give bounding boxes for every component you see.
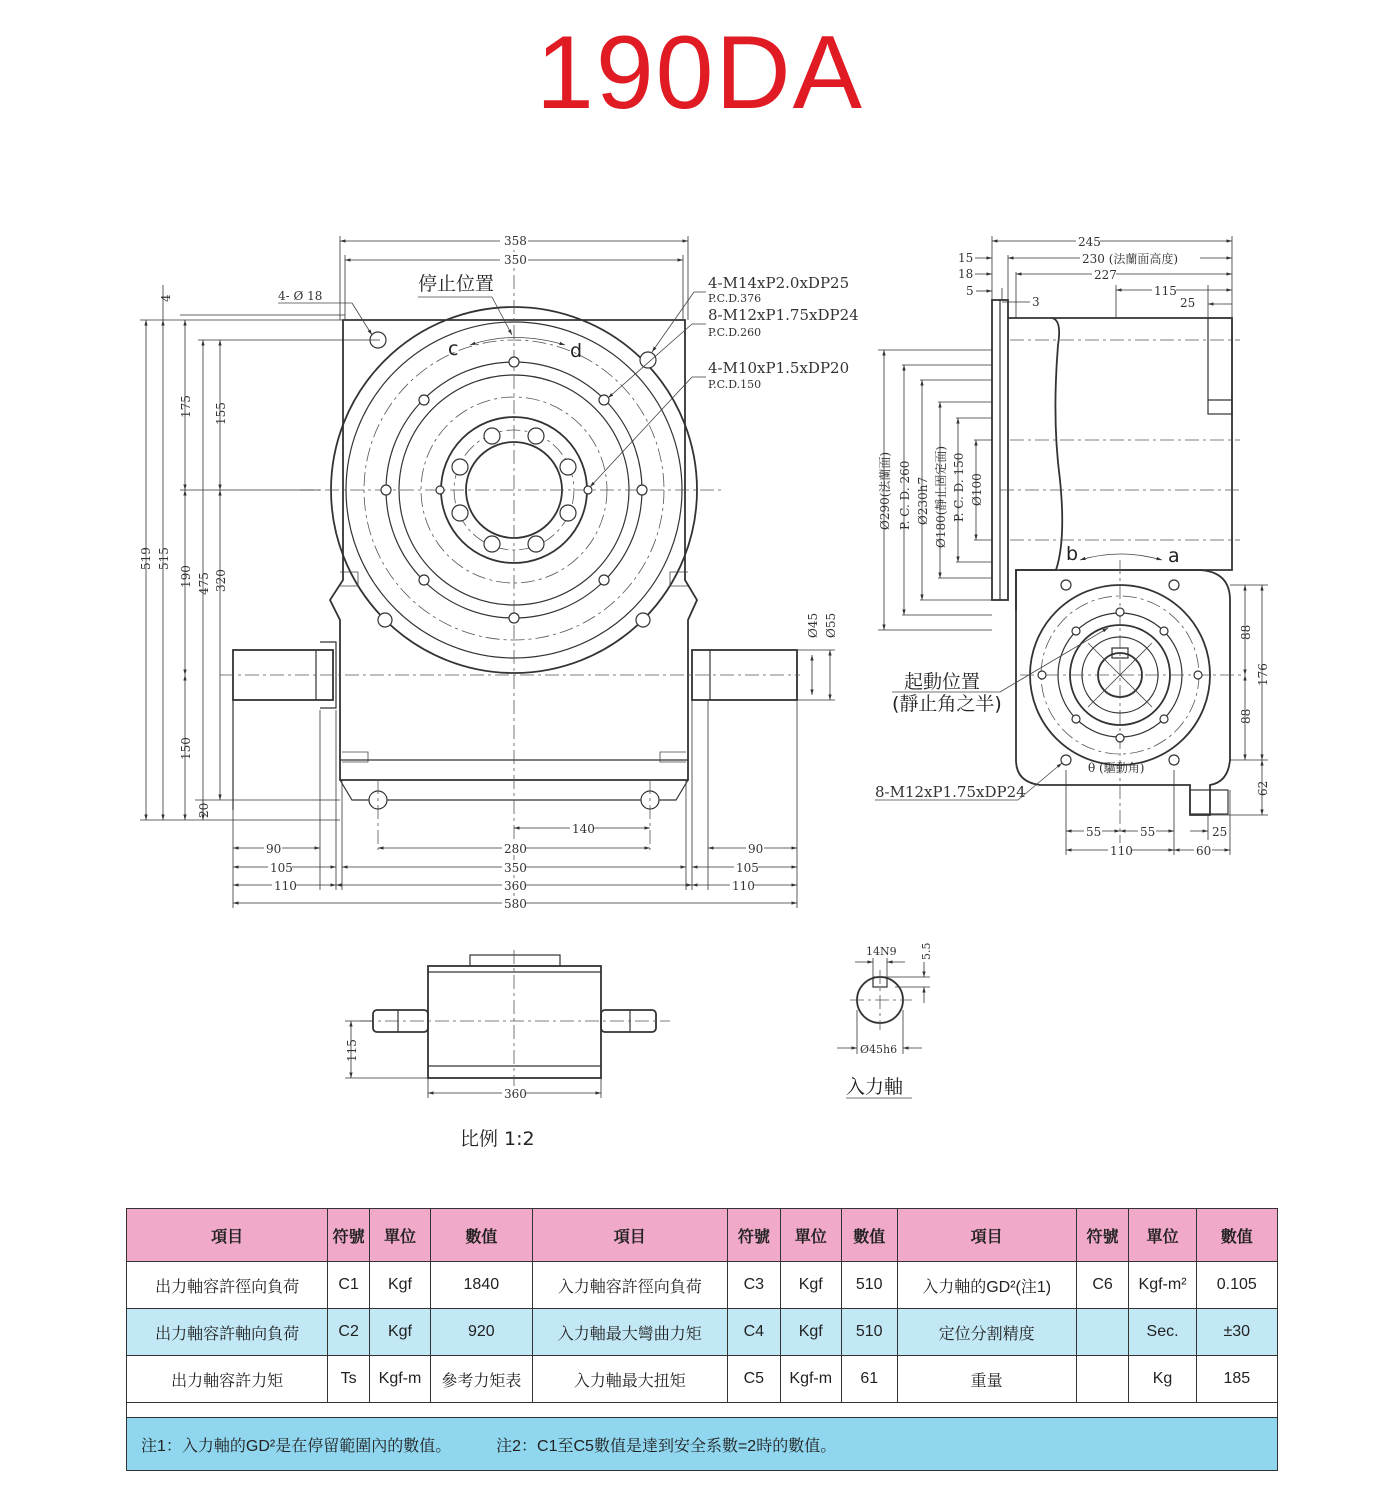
dim-pcd260: P. C. D. 260	[898, 460, 912, 530]
table-cell: 入力軸的GD²(注1)	[897, 1262, 1076, 1309]
dim-left-105: 105	[270, 861, 293, 875]
table-cell: 920	[431, 1309, 533, 1356]
dim-475: 475	[197, 572, 211, 595]
callout-m12-pcd: P.C.D.260	[708, 326, 762, 339]
table-notes-row	[127, 1418, 1278, 1471]
callout-m12-side: 8-M12xP1.75xDP24	[875, 783, 1026, 801]
table-cell: 1840	[431, 1262, 533, 1309]
header-unit-1: 單位	[370, 1209, 431, 1262]
drive-angle-label: θ (驅動角)	[1088, 761, 1145, 775]
header-symbol-2: 符號	[727, 1209, 780, 1262]
bottom-view	[345, 950, 670, 1101]
dim-360-bottom: 360	[504, 1087, 527, 1101]
table-cell: Ts	[328, 1356, 370, 1403]
table-cell: C3	[727, 1262, 780, 1309]
dim-110-side: 110	[1110, 844, 1133, 858]
table-cell: ±30	[1196, 1309, 1277, 1356]
table-cell: 定位分割精度	[897, 1309, 1076, 1356]
dim-515: 515	[157, 547, 171, 570]
hole-4-d18-label: 4- Ø 18	[278, 289, 323, 303]
header-unit-2: 單位	[780, 1209, 841, 1262]
stop-position-label: 停止位置	[418, 273, 495, 295]
table-cell: 0.105	[1196, 1262, 1277, 1309]
table-cell: 510	[841, 1309, 897, 1356]
dim-176: 176	[1256, 663, 1270, 686]
header-unit-3: 單位	[1129, 1209, 1196, 1262]
dim-3: 3	[1032, 295, 1040, 309]
table-cell	[1076, 1356, 1129, 1403]
dim-155: 155	[214, 402, 228, 425]
dim-88-upper: 88	[1239, 624, 1253, 640]
dim-55-left: 55	[1086, 825, 1102, 839]
dim-right-90: 90	[748, 842, 764, 856]
dim-190: 190	[179, 565, 193, 588]
dim-5: 5	[966, 284, 974, 298]
table-cell: Kgf	[370, 1262, 431, 1309]
dim-pcd150: P. C. D. 150	[952, 452, 966, 522]
header-item-3: 項目	[897, 1209, 1076, 1262]
callout-m12: 8-M12xP1.75xDP24	[708, 306, 859, 324]
table-cell: Kgf	[780, 1309, 841, 1356]
dim-280: 280	[504, 842, 527, 856]
dim-20: 20	[197, 802, 211, 818]
dim-115-bottom: 115	[345, 1039, 359, 1062]
table-cell: 入力軸容許徑向負荷	[532, 1262, 727, 1309]
table-cell: C6	[1076, 1262, 1129, 1309]
table-cell: C4	[727, 1309, 780, 1356]
header-item-2: 項目	[532, 1209, 727, 1262]
dim-right-110: 110	[732, 879, 755, 893]
dim-15: 15	[958, 251, 974, 265]
header-item-1: 項目	[127, 1209, 328, 1262]
dim-d45h6: Ø45h6	[860, 1043, 898, 1056]
product-title: 190DA	[536, 15, 864, 131]
label-d: d	[570, 340, 583, 362]
input-shaft-label: 入力軸	[846, 1076, 904, 1098]
table-cell: 入力軸最大扭矩	[532, 1356, 727, 1403]
table-cell: 入力軸最大彎曲力矩	[532, 1309, 727, 1356]
note-1: 注1：入力軸的GD²是在停留範圍內的數值。	[141, 1437, 452, 1455]
dim-350: 350	[504, 253, 527, 267]
dim-519: 519	[139, 547, 153, 570]
table-cell: 出力軸容許軸向負荷	[127, 1309, 328, 1356]
callout-m10: 4-M10xP1.5xDP20	[708, 359, 850, 377]
dim-d180: Ø180(靜止固定面)	[934, 445, 948, 548]
dim-88-lower: 88	[1239, 708, 1253, 724]
table-cell	[1076, 1309, 1129, 1356]
table-cell: C2	[328, 1309, 370, 1356]
dim-d55: Ø55	[824, 612, 838, 638]
dim-62: 62	[1256, 780, 1270, 796]
table-cell: Kg	[1129, 1356, 1196, 1403]
header-symbol-3: 符號	[1076, 1209, 1129, 1262]
dim-d290: Ø290(法蘭面)	[878, 451, 892, 530]
side-view	[875, 234, 1270, 858]
header-symbol-1: 符號	[328, 1209, 370, 1262]
dim-230-flange: 230 (法蘭面高度)	[1082, 252, 1179, 266]
front-view	[139, 233, 859, 911]
header-value-3: 數值	[1196, 1209, 1277, 1262]
dim-245: 245	[1078, 235, 1101, 249]
dim-320: 320	[214, 569, 228, 592]
table-cell: C1	[328, 1262, 370, 1309]
table-cell: 61	[841, 1356, 897, 1403]
label-a: a	[1168, 545, 1180, 567]
note-2: 注2：C1至C5數值是達到安全系數=2時的數值。	[496, 1437, 837, 1455]
callout-m10-pcd: P.C.D.150	[708, 378, 762, 391]
table-cell: C5	[727, 1356, 780, 1403]
table-cell: 出力軸容許力矩	[127, 1356, 328, 1403]
table-header-row	[127, 1209, 1278, 1262]
start-position-label: 起動位置	[904, 671, 981, 693]
input-shaft-section	[837, 943, 933, 1099]
dim-key: 14N9	[866, 945, 897, 958]
dim-150: 150	[179, 737, 193, 760]
dim-4: 4	[159, 294, 173, 302]
table-cell: 重量	[897, 1356, 1076, 1403]
table-cell: 185	[1196, 1356, 1277, 1403]
dim-580: 580	[504, 897, 527, 911]
dim-358: 358	[504, 234, 527, 248]
table-cell: 參考力矩表	[431, 1356, 533, 1403]
table-cell: Kgf	[370, 1309, 431, 1356]
spec-table	[126, 1208, 1278, 1471]
table-row	[127, 1262, 1278, 1309]
dim-d45: Ø45	[806, 612, 820, 638]
dim-right-105: 105	[736, 861, 759, 875]
dim-left-90: 90	[266, 842, 282, 856]
table-row	[127, 1309, 1278, 1356]
table-cell: 510	[841, 1262, 897, 1309]
dim-18: 18	[958, 267, 974, 281]
start-position-sub: (靜止角之半)	[892, 693, 1002, 715]
scale-label: 比例 1:2	[460, 1128, 535, 1150]
header-value-1: 數值	[431, 1209, 533, 1262]
table-cell: Kgf-m²	[1129, 1262, 1196, 1309]
label-c: c	[448, 338, 459, 360]
callout-m14-pcd: P.C.D.376	[708, 292, 762, 305]
callout-m14: 4-M14xP2.0xDP25	[708, 274, 850, 292]
table-row	[127, 1356, 1278, 1403]
table-cell: Sec.	[1129, 1309, 1196, 1356]
dim-360: 360	[504, 879, 527, 893]
dim-140: 140	[572, 822, 595, 836]
dim-25: 25	[1180, 296, 1196, 310]
dim-key-depth: 5.5	[920, 942, 933, 960]
table-spacer-row	[127, 1403, 1278, 1418]
dim-60: 60	[1196, 844, 1212, 858]
table-cell: Kgf-m	[370, 1356, 431, 1403]
dim-227: 227	[1094, 268, 1117, 282]
header-value-2: 數值	[841, 1209, 897, 1262]
dim-left-110: 110	[274, 879, 297, 893]
dim-55-right: 55	[1140, 825, 1156, 839]
table-cell: 出力軸容許徑向負荷	[127, 1262, 328, 1309]
dim-350-bottom: 350	[504, 861, 527, 875]
dim-d230: Ø230h7	[916, 476, 930, 525]
label-b: b	[1066, 543, 1079, 565]
dim-25-bottom: 25	[1212, 825, 1228, 839]
dim-d100: Ø100	[970, 473, 984, 506]
dim-115: 115	[1154, 284, 1177, 298]
dim-175: 175	[179, 395, 193, 418]
table-cell: Kgf	[780, 1262, 841, 1309]
table-cell: Kgf-m	[780, 1356, 841, 1403]
